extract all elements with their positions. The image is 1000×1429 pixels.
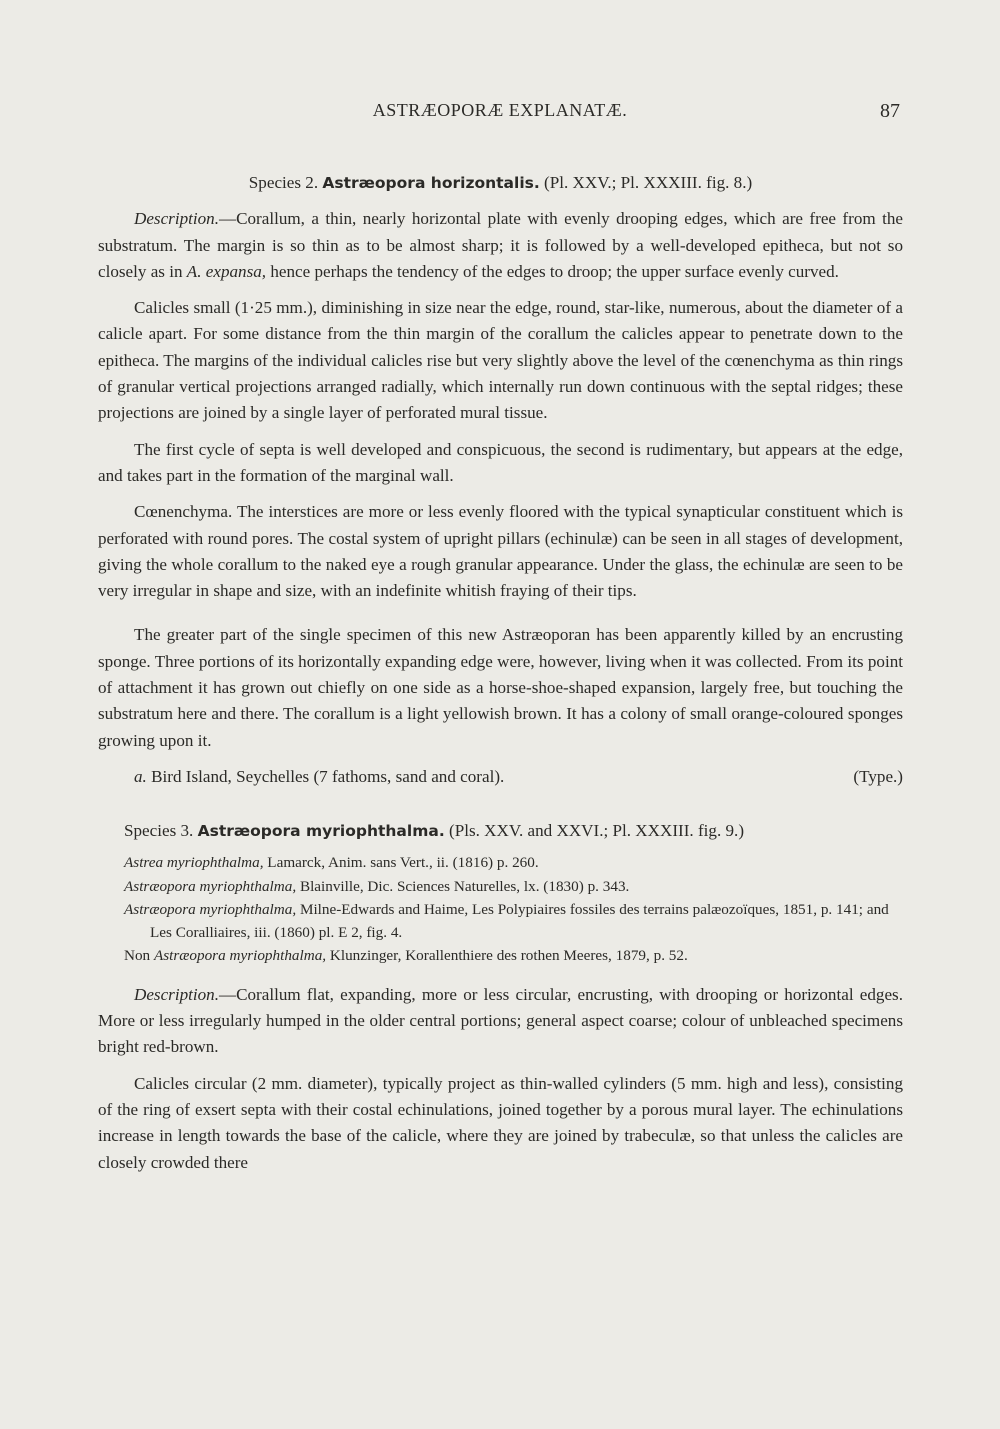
synonym-taxon: Astræopora myriophthalma, xyxy=(124,901,297,919)
species-2-calicles: Calicles small (1·25 mm.), diminishing in size near the edge, round, star-like, numerous, about the diameter of a calicle apart. For some distance from the thin margin of the corallum the calicles appear to penetrate down to the epitheca. The margins of the individual calicles rise but very slightly above the level of the cœnenchyma as thin rings of granular vertical projections arranged radially, which internally run down continuous with the septal ridges; these projections are joined by a single layer of perforated mural tissue. xyxy=(98,298,903,423)
page-number: 87 xyxy=(880,100,900,122)
synonymy-list xyxy=(98,852,903,968)
non-taxon: Astræopora myriophthalma, xyxy=(153,947,327,965)
species-2-plates: (Pl. XXV.; Pl. XXXIII. fig. 8.) xyxy=(544,173,753,192)
page-header xyxy=(0,100,1000,130)
species-2-heading xyxy=(98,170,903,196)
running-title: ASTRÆOPORÆ EXPLANATÆ. xyxy=(372,100,628,120)
synonym-taxon: Astrea myriophthalma, xyxy=(124,854,264,872)
synonym-reference: Milne-Edwards and Haime, Les Polypiaires fossiles des terrains palæozoïques, 1851, p. 141; and Les Coralliaires, iii. (1860) pl. E 2, fig. 4. xyxy=(150,901,889,941)
specimen-type: (Type.) xyxy=(853,766,903,786)
species-3-description xyxy=(98,982,903,1061)
specimen-record xyxy=(98,764,903,790)
synonym-reference: Lamarck, Anim. sans Vert., ii. (1816) p. 260. xyxy=(263,854,539,872)
specimen-letter: a. xyxy=(134,766,147,786)
species-2-prefix: Species 2. xyxy=(248,173,319,192)
species-3-calicles: Calicles circular (2 mm. diameter), typically project as thin-walled cylinders (5 mm. high and less), consisting of the ring of exsert septa with their costal echinulations, joined together by a porous mural layer. The echinulations increase in length towards the base of the calicle, where they are joined by trabeculæ, so that unless the calicles are closely crowded there xyxy=(98,1073,903,1172)
species-2-name: Astræopora horizontalis. xyxy=(322,174,540,192)
synonymy-non-entry xyxy=(124,945,903,968)
synonym-reference: Blainville, Dic. Sciences Naturelles, lx. (1830) p. 343. xyxy=(296,877,630,895)
synonymy-entry xyxy=(124,876,903,899)
species-2-septa: The first cycle of septa is well developed and conspicuous, the second is rudimentary, but appears at the edge, and takes part in the formation of the marginal wall. xyxy=(98,439,903,485)
description-taxon: A. expansa, xyxy=(186,261,267,281)
synonymy-entry xyxy=(124,899,903,944)
description-text: —Corallum, a thin, nearly horizontal plate with evenly drooping edges, which are free from the substratum. The margin is so thin as to be almost sharp; it is followed by a well-developed epitheca, but not so closely as in xyxy=(98,209,903,281)
page-body xyxy=(98,170,903,1186)
species-2-description xyxy=(98,206,903,285)
synonym-taxon: Astræopora myriophthalma, xyxy=(124,877,297,895)
non-reference: Klunzinger, Korallenthiere des rothen Meeres, 1879, p. 52. xyxy=(326,947,688,965)
species-3-name: Astræopora myriophthalma. xyxy=(197,821,445,840)
specimen-locality: Bird Island, Seychelles (7 fathoms, sand and coral). xyxy=(151,766,505,786)
species-3-plates: (Pls. XXV. and XXVI.; Pl. XXXIII. fig. 9.) xyxy=(449,820,745,840)
description-label: Description. xyxy=(134,984,219,1004)
species-3-heading xyxy=(98,818,903,844)
species-3-prefix: Species 3. xyxy=(124,820,194,840)
synonymy-entry xyxy=(124,852,903,875)
species-2-coenenchyma: Cœnenchyma. The interstices are more or less evenly floored with the typical synapticular constituent which is perforated with round pores. The costal system of upright pillars (echinulæ) can be seen in all stages of development, giving the whole corallum to the naked eye a rough granular appearance. Under the glass, the echinulæ are seen to be very irregular in shape and size, with an indefinite whitish fraying of their tips. xyxy=(98,502,903,601)
non-prefix: Non xyxy=(124,947,154,965)
description-text: —Corallum flat, expanding, more or less circular, encrusting, with drooping or horizontal edges. More or less irregularly humped in the older central portions; general aspect coarse; colour of unbleached specimens bright red-brown. xyxy=(98,984,903,1057)
description-label: Description. xyxy=(134,209,219,229)
species-2-specimen-note: The greater part of the single specimen of this new Astræoporan has been apparently killed by an encrusting sponge. Three portions of its horizontally expanding edge were, however, living when it was collected. From its point of attachment it has grown out chiefly on one side as a horse-shoe-shaped expansion, largely free, but touching the substratum here and there. The corallum is a light yellowish brown. It has a colony of small orange-coloured sponges growing upon it. xyxy=(98,625,903,750)
description-text-end: hence perhaps the tendency of the edges to droop; the upper surface evenly curved. xyxy=(266,261,839,281)
